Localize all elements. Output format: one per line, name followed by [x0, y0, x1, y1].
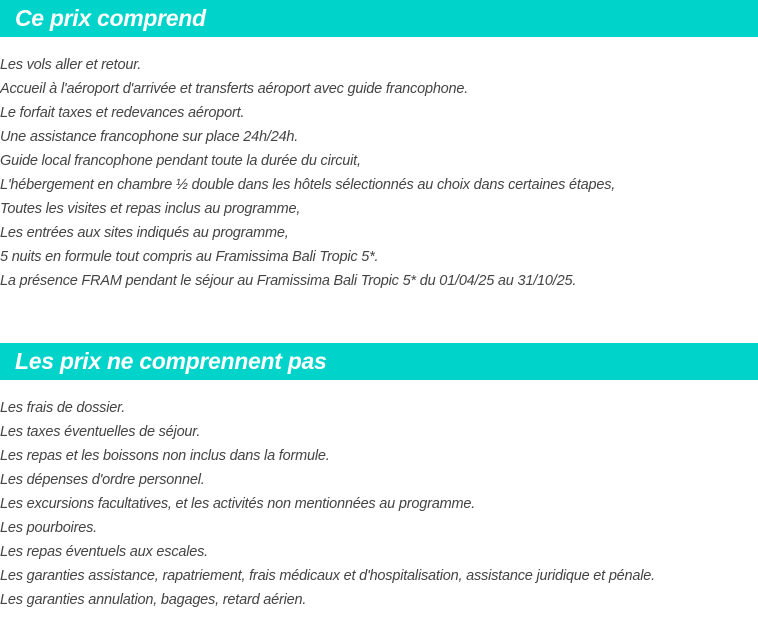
list-item: Les repas et les boissons non inclus dans la formule.	[0, 448, 330, 464]
list-item: Les taxes éventuelles de séjour.	[0, 424, 201, 440]
list-item: Le forfait taxes et redevances aéroport.	[0, 105, 245, 121]
list-item: Les vols aller et retour.	[0, 57, 142, 73]
excluded-section	[0, 343, 758, 612]
list-item: 5 nuits en formule tout compris au Framissima Bali Tropic 5*.	[0, 249, 379, 265]
list-item: Les excursions facultatives, et les activités non mentionnées au programme.	[0, 496, 476, 512]
included-header: Ce prix comprend	[0, 0, 758, 37]
list-item: Accueil à l'aéroport d'arrivée et transferts aéroport avec guide francophone.	[0, 81, 469, 97]
list-item: Les entrées aux sites indiqués au programme,	[0, 225, 289, 241]
list-item: Les repas éventuels aux escales.	[0, 544, 209, 560]
list-item: Les pourboires.	[0, 520, 97, 536]
included-list	[0, 53, 758, 293]
list-item: La présence FRAM pendant le séjour au Framissima Bali Tropic 5* du 01/04/25 au 31/10/25.	[0, 273, 577, 289]
excluded-list	[0, 396, 758, 612]
list-item: Les garanties assistance, rapatriement, frais médicaux et d'hospitalisation, assistance juridique et pénale.	[0, 568, 655, 584]
list-item: L'hébergement en chambre ½ double dans les hôtels sélectionnés au choix dans certaines étapes,	[0, 177, 616, 193]
list-item: Toutes les visites et repas inclus au programme,	[0, 201, 301, 217]
list-item: Les garanties annulation, bagages, retard aérien.	[0, 592, 307, 608]
list-item: Une assistance francophone sur place 24h/24h.	[0, 129, 299, 145]
list-item: Guide local francophone pendant toute la durée du circuit,	[0, 153, 361, 169]
list-item: Les dépenses d'ordre personnel.	[0, 472, 205, 488]
included-section	[0, 0, 758, 293]
list-item: Les frais de dossier.	[0, 400, 126, 416]
excluded-header: Les prix ne comprennent pas	[0, 343, 758, 380]
